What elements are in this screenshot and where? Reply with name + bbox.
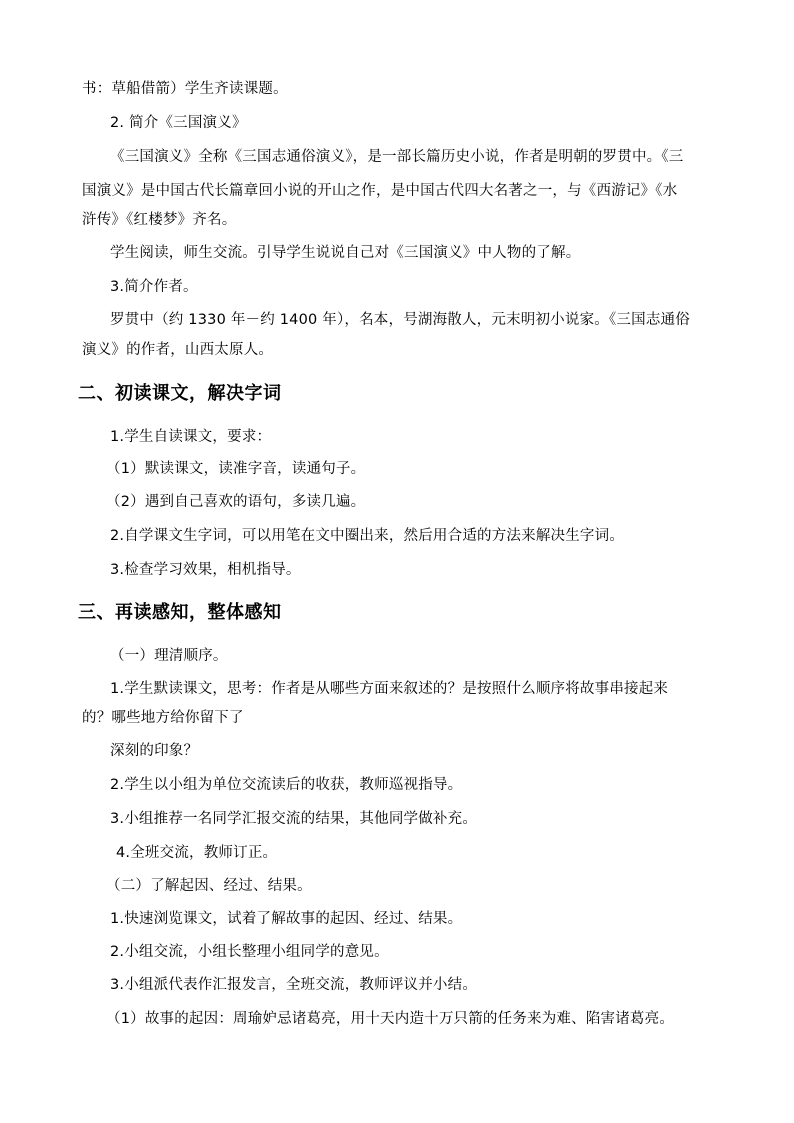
paragraph-line: 演义》的作者，山西太原人。 <box>82 342 274 358</box>
list-item: 3.小组推荐一名同学汇报交流的结果，其他同学做补充。 <box>110 811 478 827</box>
list-item: 1.学生默读课文，思考：作者是从哪些方面来叙述的？是按照什么顺序将故事串接起来 <box>110 681 669 697</box>
list-item: 2.自学课文生字词，可以用笔在文中圈出来，然后用合适的方法来解决生字词。 <box>110 528 625 544</box>
section-heading: 三、再读感知，整体感知 <box>78 602 282 623</box>
paragraph-line: 国演义》是中国古代长篇章回小说的开山之作，是中国古代四大名著之一，与《西游记》《水 <box>82 183 678 199</box>
paragraph-line: 学生阅读，师生交流。引导学生说说自己对《三国演义》中人物的了解。 <box>110 245 581 261</box>
paragraph-line: 罗贯中（约 1330 年－约 1400 年），名本，号湖海散人，元末明初小说家。《三国志通俗 <box>110 312 690 328</box>
section-heading: 二、初读课文，解决字词 <box>78 383 282 404</box>
list-item: （1）故事的起因：周瑜妒忌诸葛亮，用十天内造十万只箭的任务来为难、陷害诸葛亮。 <box>106 1011 675 1027</box>
list-item: 2. 简介《三国演义》 <box>110 115 247 131</box>
paragraph-line: 书：草船借箭）学生齐读课题。 <box>82 81 288 97</box>
list-item: 4.全班交流，教师订正。 <box>116 845 278 861</box>
list-item: 1.学生自读课文，要求： <box>110 429 272 445</box>
list-item: （一）理清顺序。 <box>110 648 228 664</box>
list-item: 2.小组交流，小组长整理小组同学的意见。 <box>110 944 389 960</box>
list-item: （二）了解起因、经过、结果。 <box>106 878 312 894</box>
paragraph-line: 深刻的印象？ <box>110 743 199 759</box>
list-item: 3.小组派代表作汇报发言，全班交流，教师评议并小结。 <box>110 977 478 993</box>
paragraph-line: 浒传》《红楼梦》齐名。 <box>82 212 237 228</box>
list-item: 2.学生以小组为单位交流读后的收获，教师巡视指导。 <box>110 777 463 793</box>
list-item: 1.快速浏览课文，试着了解故事的起因、经过、结果。 <box>110 911 463 927</box>
paragraph-line: 《三国演义》全称《三国志通俗演义》，是一部长篇历史小说，作者是明朝的罗贯中。《三 <box>110 149 684 165</box>
list-item: 3.检查学习效果，相机指导。 <box>110 562 301 578</box>
list-item: （1）默读课文，读准字音，读通句子。 <box>106 461 366 477</box>
list-item: （2）遇到自己喜欢的语句，多读几遍。 <box>106 494 366 510</box>
paragraph-line: 的？哪些地方给你留下了 <box>82 710 244 726</box>
list-item: 3.简介作者。 <box>110 279 198 295</box>
